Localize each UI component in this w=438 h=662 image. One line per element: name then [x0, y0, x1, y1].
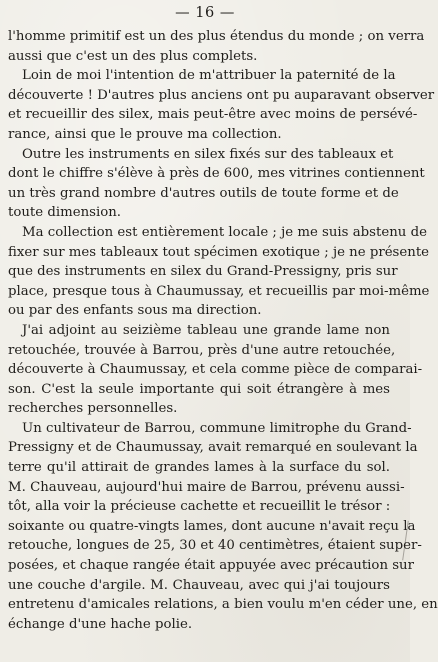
- text-line: Loin de moi l'intention de m'attribuer la paternité de la: [22, 68, 396, 84]
- text-line: dont le chiffre s'élève à près de 600, mes vitrines contiennent: [8, 166, 425, 182]
- text-line: tôt, alla voir la précieuse cachette et recueillit le trésor :: [8, 499, 391, 515]
- text-line: fixer sur mes tableaux tout spécimen exotique ; je ne présente: [8, 244, 430, 260]
- text-line: et recueillir des silex, mais peut-être avec moins de persévé-: [8, 107, 418, 123]
- text-line: soixante ou quatre-vingts lames, dont aucune n'avait reçu la: [8, 518, 416, 534]
- text-line: échange d'une hache polie.: [8, 616, 193, 632]
- body-text: [8, 27, 438, 634]
- text-line: l'homme primitif est un des plus étendus du monde ; on verra: [8, 29, 425, 44]
- text-line: Ma collection est entièrement locale ; je me suis abstenu de: [22, 224, 427, 240]
- text-line: que des instruments en silex du Grand-Pressigny, pris sur: [8, 264, 398, 280]
- text-line: toute dimension.: [8, 205, 122, 221]
- text-line: un très grand nombre d'autres outils de toute forme et de: [8, 185, 399, 201]
- text-line: rance, ainsi que le prouve ma collection.: [8, 126, 282, 142]
- text-line: J'ai adjoint au seizième tableau une grande lame non: [22, 322, 390, 338]
- text-line: une couche d'argile. M. Chauveau, avec qui j'ai toujours: [8, 577, 390, 593]
- text-line: M. Chauveau, aujourd'hui maire de Barrou, prévenu aussi-: [8, 479, 405, 495]
- text-line: entretenu d'amicales relations, a bien voulu m'en céder une, en: [8, 597, 438, 613]
- text-line: posées, et chaque rangée était appuyée avec précaution sur: [8, 558, 414, 574]
- text-line: découverte ! D'autres plus anciens ont pu auparavant observer: [8, 87, 435, 103]
- text-line: place, presque tous à Chaumussay, et recueillis par moi-même: [8, 283, 430, 299]
- text-line: son. C'est la seule importante qui soit étrangère à mes: [8, 381, 390, 397]
- text-line: retouchée, trouvée à Barrou, près d'une autre retouchée,: [8, 342, 396, 358]
- text-line: retouche, longues de 25, 30 et 40 centimètres, étaient super-: [8, 538, 422, 554]
- text-line: aussi que c'est un des plus complets.: [8, 48, 258, 64]
- text-line: Un cultivateur de Barrou, commune limitrophe du Grand-: [22, 420, 412, 436]
- text-line: terre qu'il attirait de grandes lames à la surface du sol.: [8, 460, 390, 476]
- text-line: Pressigny et de Chaumussay, avait remarqué en soulevant la: [8, 440, 418, 456]
- text-line: recherches personnelles.: [8, 401, 178, 417]
- text-line: ou par des enfants sous ma direction.: [8, 303, 262, 319]
- text-line: découverte à Chaumussay, et cela comme pièce de comparai-: [8, 362, 423, 378]
- text-line: Outre les instruments en silex fixés sur des tableaux et: [22, 146, 394, 162]
- page-number: — 16 —: [175, 5, 235, 21]
